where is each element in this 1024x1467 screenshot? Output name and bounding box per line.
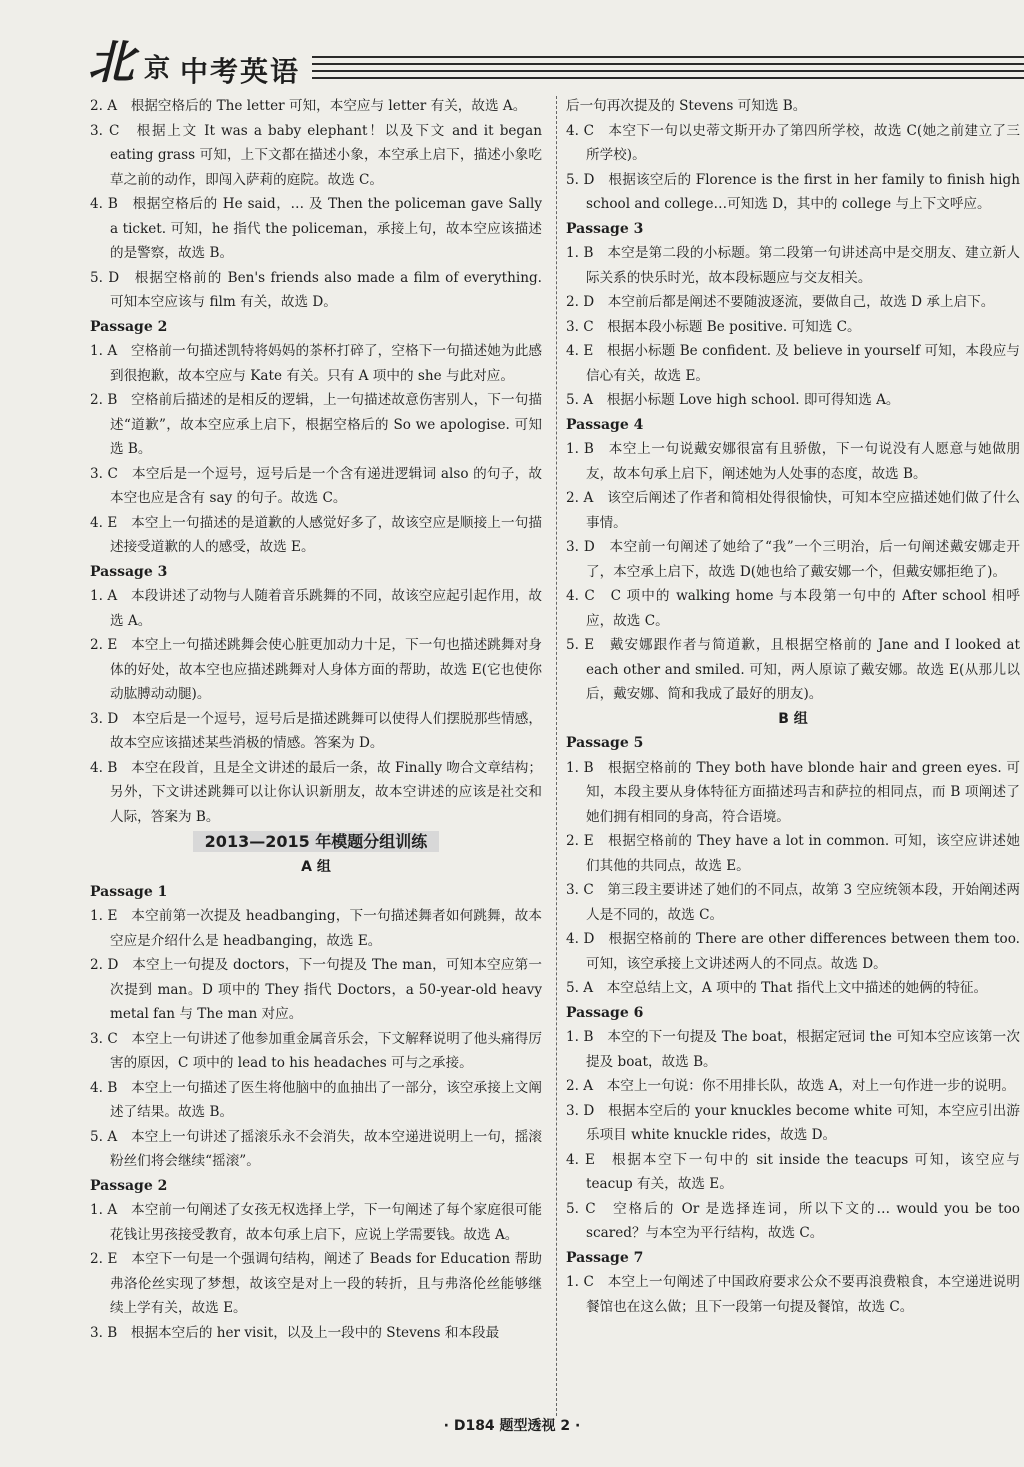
passage-heading: Passage 7: [566, 1249, 644, 1266]
answer-item: 5. E 戴安娜跟作者与简道歉，且根据空格前的 Jane and I looked at each other and smiled. 可知，两人原谅了戴安娜。故选 E(从那儿以后，戴安娜、简和我成了最好的朋友)。: [566, 637, 1020, 702]
answer-item: 3. D 根据本空后的 your knuckles become white 可知，本空应引出游乐项目 white knuckle rides，故选 D。: [566, 1102, 1020, 1143]
right-column: [566, 94, 1020, 1319]
answer-item: 3. C 第三段主要讲述了她们的不同点，故第 3 空应统领本段，开始阐述两人是不同的，故选 C。: [566, 882, 1020, 923]
passage-heading: Passage 1: [90, 883, 168, 900]
page-footer: · D184 题型透视 2 ·: [443, 1418, 581, 1434]
group-heading: B 组: [778, 710, 808, 727]
answer-item: 5. A 根据小标题 Love high school. 即可得知选 A。: [566, 392, 900, 408]
passage-heading: Passage 2: [90, 1177, 168, 1194]
answer-item: 4. C 本空下一句以史蒂文斯开办了第四所学校，故选 C(她之前建立了三所学校)。: [566, 122, 1020, 163]
answer-item: 3. D 本空前一句阐述了她给了“我”一个三明治，后一句阐述戴安娜走开了，本空承上启下，故选 D(她也给了戴安娜一个，但戴安娜拒绝了)。: [566, 539, 1020, 580]
answer-item: 4. E 本空上一句描述的是道歉的人感觉好多了，故该空应是顺接上一句描述接受道歉的人的感受，故选 E。: [90, 514, 542, 555]
answer-list: [566, 756, 1020, 1001]
answer-item: 3. D 本空后是一个逗号，逗号后是描述跳舞可以使得人们摆脱那些情感，故本空应该描述某些消极的情感。答案为 D。: [90, 710, 542, 751]
logo-bei: 北: [88, 35, 132, 89]
answer-item: 1. A 本段讲述了动物与人随着音乐跳舞的不同，故该空应起引起作用，故选 A。: [90, 588, 542, 629]
answer-item: 5. A 本空总结上文，A 项中的 That 指代上文中描述的她俩的特征。: [566, 980, 988, 996]
answer-item: 2. E 根据空格前的 They have a lot in common. 可知，该空应讲述她们其他的共同点，故选 E。: [566, 833, 1020, 874]
answer-list: [566, 1270, 1020, 1319]
answer-item: 3. C 根据上文 It was a baby elephant！以及下文 and it began eating grass 可知，上下文都在描述小象，本空承上启下，描述小象吃草之前的动作，即闯入萨莉的庭院。故选 C。: [90, 122, 542, 188]
page-header: [80, 26, 1024, 88]
answer-item: 4. E 根据小标题 Be confident. 及 believe in yourself 可知，本段应与信心有关，故选 E。: [566, 343, 1020, 384]
answer-item: 1. E 本空前第一次提及 headbanging，下一句描述舞者如何跳舞，故本空应是介绍什么是 headbanging，故选 E。: [90, 908, 542, 949]
logo-jing: 京: [144, 54, 171, 84]
answer-item: 2. E 本空下一句是一个强调句结构，阐述了 Beads for Education 帮助弗洛伦丝实现了梦想，故该空是对上一段的转折，且与弗洛伦丝能够继续上学有关，故选 E。: [90, 1251, 542, 1316]
answer-item: 5. A 本空上一句讲述了摇滚乐永不会消失，故本空递进说明上一句，摇滚粉丝们将会继续“摇滚”。: [90, 1128, 542, 1169]
answer-list: [90, 904, 542, 1174]
answer-item: 1. B 根据空格前的 They both have blonde hair and green eyes. 可知，本段主要从身体特征方面描述玛吉和萨拉的相同点，而 B 项阐述了她们拥有相同的身高，符合语境。: [566, 759, 1020, 825]
answer-item: 1. A 本空前一句阐述了女孩无权选择上学，下一句阐述了每个家庭很可能花钱让男孩接受教育，故本句承上启下，应说上学需要钱。故选 A。: [90, 1202, 542, 1243]
passage-heading: Passage 5: [566, 735, 644, 751]
left-column: [90, 94, 542, 1345]
header-lines: [312, 56, 1024, 84]
answer-item: 5. D 根据空格前的 Ben's friends also made a film of everything. 可知本空应该与 film 有关，故选 D。: [90, 269, 542, 310]
answer-item: 1. B 本空是第二段的小标题。第二段第一句讲述高中是交朋友、建立新人际关系的快乐时光，故本段标题应与交友相关。: [566, 245, 1020, 286]
answer-item: 3. B 根据本空后的 her visit，以及上一段中的 Stevens 和本段最: [90, 1324, 500, 1341]
answer-item: 1. B 本空上一句说戴安娜很富有且骄傲，下一句说没有人愿意与她做朋友，故本句承上启下，阐述她为人处事的态度，故选 B。: [566, 441, 1020, 482]
answer-item: 5. D 根据该空后的 Florence is the first in her family to finish high school and college…可知选 D，其中的 college 与上下文呼应。: [566, 171, 1020, 212]
answer-item: 2. A 该空后阐述了作者和简相处得很愉快，可知本空应描述她们做了什么事情。: [566, 490, 1020, 531]
answer-item: 4. B 根据空格后的 He said，… 及 Then the policeman gave Sally a ticket. 可知，he 指代 the policeman，承接上句，故本空应该描述的是警察，故选 B。: [90, 196, 542, 261]
answer-item: 2. D 本空上一句提及 doctors，下一句提及 The man，可知本空应第一次提到 man。D 项中的 They 指代 Doctors，a 50-year-old heavy metal fan 与 The man 对应。: [90, 957, 542, 1022]
answer-item: 4. D 根据空格前的 There are other differences between them too. 可知，该空承接上文讲述两人的不同点。故选 D。: [566, 931, 1020, 972]
answer-item: 3. C 本空上一句讲述了他参加重金属音乐会，下文解释说明了他头痛得厉害的原因，C 项中的 lead to his headaches 可与之承接。: [90, 1030, 542, 1071]
answer-item: 4. C C 项中的 walking home 与本段第一句中的 After school 相呼应，故选 C。: [566, 588, 1020, 629]
passage-heading: Passage 6: [566, 1004, 644, 1021]
answer-item: 1. A 空格前一句描述凯特将妈妈的茶杯打碎了，空格下一句描述她为此感到很抱歉，故本空应与 Kate 有关。只有 A 项中的 she 与此对应。: [90, 343, 542, 384]
passage-heading: Passage 3: [566, 220, 644, 237]
answer-item: 2. A 本空上一句说：你不用排长队，故选 A，对上一句作进一步的说明。: [566, 1078, 1016, 1094]
passage-heading: Passage 3: [90, 563, 168, 580]
answer-item: 1. C 本空上一句阐述了中国政府要求公众不要再浪费粮食，本空递进说明餐馆也在这么做；且下一段第一句提及餐馆，故选 C。: [566, 1274, 1020, 1315]
answer-item: 5. C 空格后的 Or 是选择连词，所以下文的… would you be too scared？与本空为平行结构，故选 C。: [566, 1200, 1020, 1241]
answer-item: 1. B 本空的下一句提及 The boat，根据定冠词 the 可知本空应该第一次提及 boat，故选 B。: [566, 1029, 1020, 1070]
answer-item: 4. E 根据本空下一句中的 sit inside the teacups 可知，该空应与 teacup 有关，故选 E。: [566, 1151, 1020, 1192]
group-heading: A 组: [301, 859, 331, 875]
answer-item: 4. B 本空上一句描述了医生将他脑中的血抽出了一部分，该空承接上文阐述了结果。故选 B。: [90, 1079, 542, 1120]
answer-list: [90, 339, 542, 560]
column-divider: [556, 96, 557, 1416]
answer-item: 2. D 本空前后都是阐述不要随波逐流，要做自己，故选 D 承上启下。: [566, 294, 995, 310]
answer-list: [566, 94, 1020, 217]
answer-item: 4. B 本空在段首，且是全文讲述的最后一条，故 Finally 吻合文章结构；另外，下文讲述跳舞可以让你认识新朋友，故本空讲述的应该是社交和人际，答案为 B。: [90, 759, 542, 825]
answer-item: 3. C 根据本段小标题 Be positive. 可知选 C。: [566, 318, 861, 335]
answer-item: 2. A 根据空格后的 The letter 可知，本空应与 letter 有关，故选 A。: [90, 98, 527, 114]
answer-list: [90, 584, 542, 829]
answer-item: 2. E 本空上一句描述跳舞会使心脏更加动力十足，下一句也描述跳舞对身体的好处，故本空也应描述跳舞对人身体方面的帮助，故选 E(它也使你动肱膊动动腿)。: [90, 637, 542, 702]
answer-list: [90, 94, 542, 315]
answer-item: 后一句再次提及的 Stevens 可知选 B。: [566, 98, 807, 114]
answer-item: 3. C 本空后是一个逗号，逗号后是一个含有递进逻辑词 also 的句子，故本空也应是含有 say 的句子。故选 C。: [90, 465, 542, 506]
answer-list: [566, 241, 1020, 413]
section-title: 2013—2015 年模题分组训练: [90, 829, 542, 855]
answer-list: [90, 1198, 542, 1345]
answer-list: [566, 1025, 1020, 1246]
header-title: 中考英语: [180, 55, 301, 88]
passage-heading: Passage 2: [90, 318, 168, 335]
answer-list: [566, 437, 1020, 707]
answer-item: 2. B 空格前后描述的是相反的逻辑，上一句描述故意伤害别人，下一句描述“道歉”，故本空应承上启下，根据空格后的 So we apologise. 可知选 B。: [90, 392, 542, 457]
passage-heading: Passage 4: [566, 416, 644, 433]
